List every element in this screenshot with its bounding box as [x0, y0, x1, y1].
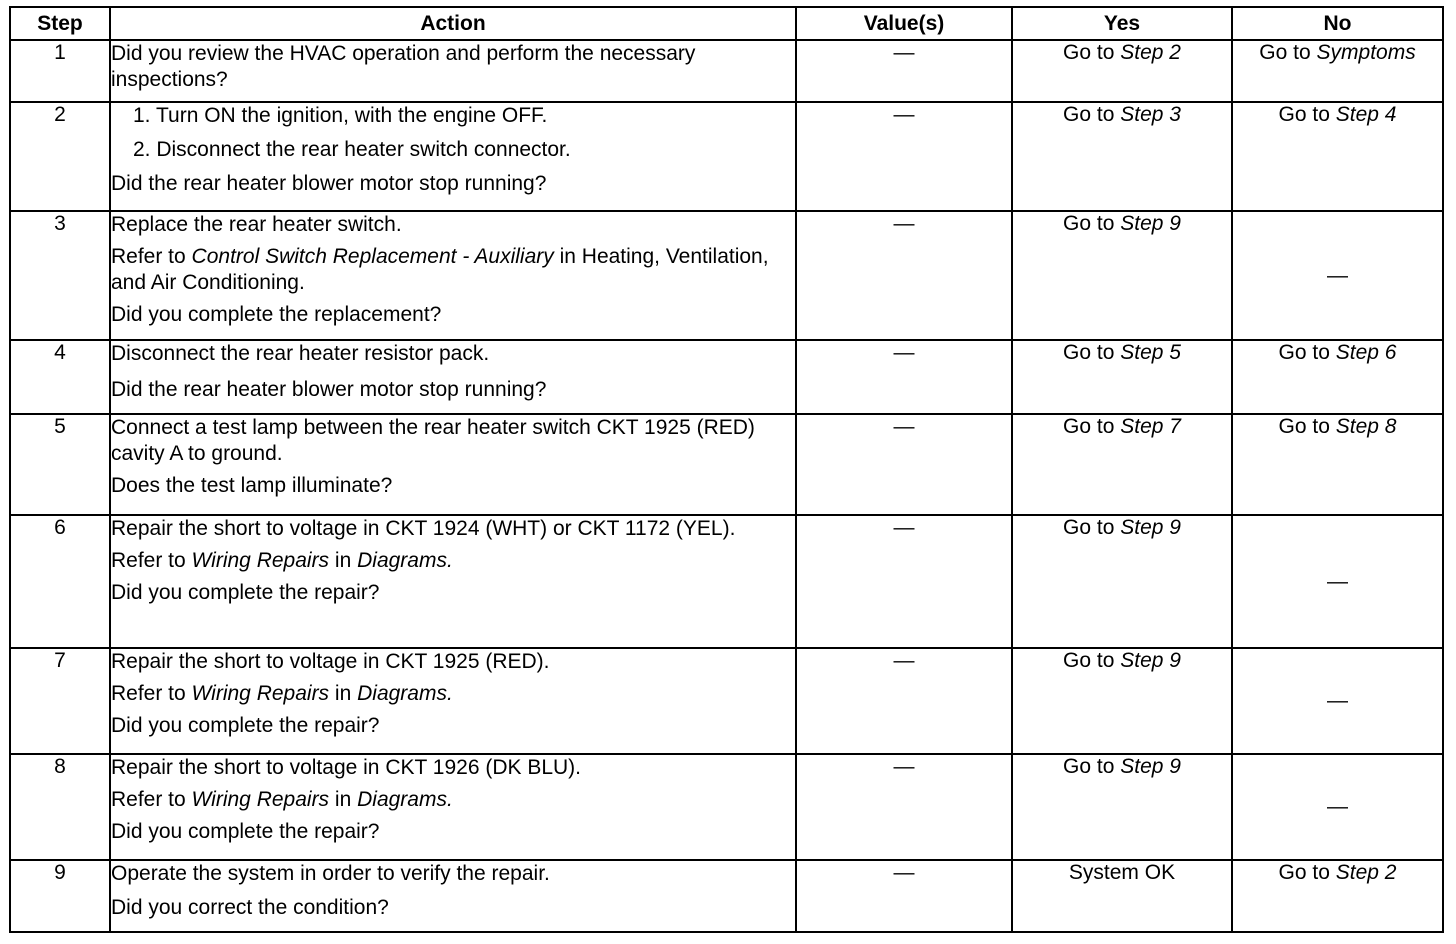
- step-number: 2: [10, 102, 110, 211]
- action-text: Connect a test lamp between the rear heater switch CKT 1925 (RED) cavity A to ground.: [111, 416, 755, 465]
- yes-link[interactable]: Step 9: [1120, 516, 1181, 539]
- action-text: Repair the short to voltage in CKT 1925 (RED).: [111, 650, 550, 673]
- action-question: Did you complete the repair?: [111, 581, 380, 604]
- no-prefix: Go to: [1278, 415, 1330, 438]
- action-question: Does the test lamp illuminate?: [111, 474, 393, 497]
- no-prefix: Go to: [1278, 103, 1330, 126]
- ref-link-2[interactable]: Diagrams.: [357, 682, 453, 705]
- ref-prefix: Refer to: [111, 245, 186, 268]
- action-text: Disconnect the rear heater resistor pack.: [111, 342, 490, 365]
- action-reference: [111, 681, 795, 707]
- step-number: 7: [10, 648, 110, 754]
- no-link[interactable]: Symptoms: [1316, 41, 1416, 64]
- action-list-item: 1. Turn ON the ignition, with the engine OFF.: [133, 104, 548, 127]
- no-cell: —: [1232, 211, 1443, 340]
- yes-prefix: Go to: [1063, 103, 1115, 126]
- ref-mid: in: [334, 549, 352, 572]
- action-cell: [110, 102, 796, 211]
- table-row: [10, 860, 1443, 932]
- no-prefix: Go to: [1259, 41, 1311, 64]
- yes-cell[interactable]: [1012, 211, 1232, 340]
- step-number: 8: [10, 754, 110, 860]
- ref-prefix: Refer to: [111, 549, 186, 572]
- ref-link[interactable]: Wiring Repairs: [191, 788, 330, 811]
- diagnostic-table: [9, 6, 1444, 933]
- no-cell[interactable]: [1232, 340, 1443, 414]
- no-link[interactable]: Step 8: [1335, 415, 1397, 438]
- no-cell[interactable]: [1232, 860, 1443, 932]
- ref-link[interactable]: Wiring Repairs: [191, 682, 330, 705]
- action-reference: [111, 548, 795, 574]
- no-cell[interactable]: [1232, 40, 1443, 102]
- ref-suffix: in Heating, Ventilation, and Air Conditioning.: [111, 245, 769, 294]
- yes-cell[interactable]: [1012, 754, 1232, 860]
- action-cell: [110, 860, 796, 932]
- value-cell: —: [796, 515, 1012, 648]
- no-prefix: Go to: [1278, 861, 1330, 884]
- action-question: Did the rear heater blower motor stop running?: [111, 172, 547, 195]
- no-cell: —: [1232, 515, 1443, 648]
- no-link[interactable]: Step 6: [1335, 341, 1397, 364]
- table-row: [10, 648, 1443, 754]
- yes-cell[interactable]: [1012, 414, 1232, 515]
- yes-prefix: Go to: [1063, 516, 1115, 539]
- action-question: Did the rear heater blower motor stop running?: [111, 378, 547, 401]
- no-cell[interactable]: [1232, 102, 1443, 211]
- ref-mid: in: [334, 788, 352, 811]
- ref-mid: in: [334, 682, 352, 705]
- table-row: [10, 515, 1443, 648]
- yes-link[interactable]: Step 5: [1120, 341, 1181, 364]
- value-cell: —: [796, 211, 1012, 340]
- value-cell: —: [796, 340, 1012, 414]
- no-prefix: Go to: [1278, 341, 1330, 364]
- header-values: Value(s): [796, 7, 1012, 40]
- action-question: Did you complete the repair?: [111, 714, 380, 737]
- table-row: [10, 102, 1443, 211]
- table-row: [10, 211, 1443, 340]
- action-reference: [111, 787, 795, 813]
- no-cell[interactable]: [1232, 414, 1443, 515]
- action-cell: [110, 414, 796, 515]
- value-cell: —: [796, 414, 1012, 515]
- action-cell: [110, 211, 796, 340]
- action-text: Replace the rear heater switch.: [111, 213, 402, 236]
- action-text: Operate the system in order to verify the repair.: [111, 862, 550, 885]
- header-step: Step: [10, 7, 110, 40]
- step-number: 3: [10, 211, 110, 340]
- step-number: 6: [10, 515, 110, 648]
- action-cell: [110, 515, 796, 648]
- no-cell: —: [1232, 754, 1443, 860]
- action-text: Did you review the HVAC operation and perform the necessary inspections?: [111, 42, 696, 91]
- header-row: [10, 7, 1443, 40]
- action-cell: [110, 754, 796, 860]
- ref-link[interactable]: Control Switch Replacement - Auxiliary: [191, 245, 554, 268]
- value-cell: —: [796, 40, 1012, 102]
- yes-cell[interactable]: [1012, 648, 1232, 754]
- yes-prefix: Go to: [1063, 212, 1115, 235]
- action-reference: [111, 244, 795, 296]
- yes-link[interactable]: Step 2: [1120, 41, 1181, 64]
- yes-cell[interactable]: [1012, 340, 1232, 414]
- action-cell: [110, 40, 796, 102]
- action-text: Repair the short to voltage in CKT 1926 (DK BLU).: [111, 756, 582, 779]
- table-row: [10, 40, 1443, 102]
- action-question: Did you complete the repair?: [111, 820, 380, 843]
- step-number: 9: [10, 860, 110, 932]
- yes-link[interactable]: Step 3: [1120, 103, 1181, 126]
- yes-link[interactable]: Step 9: [1120, 755, 1181, 778]
- step-number: 5: [10, 414, 110, 515]
- value-cell: —: [796, 648, 1012, 754]
- ref-link[interactable]: Wiring Repairs: [191, 549, 330, 572]
- yes-prefix: Go to: [1063, 415, 1115, 438]
- yes-cell[interactable]: [1012, 102, 1232, 211]
- header-action: Action: [110, 7, 796, 40]
- no-link[interactable]: Step 2: [1335, 861, 1397, 884]
- yes-prefix: Go to: [1063, 755, 1115, 778]
- table-row: [10, 754, 1443, 860]
- table-row: [10, 340, 1443, 414]
- yes-link[interactable]: Step 9: [1120, 212, 1181, 235]
- no-link[interactable]: Step 4: [1335, 103, 1397, 126]
- action-question: Did you complete the replacement?: [111, 303, 442, 326]
- table-row: [10, 414, 1443, 515]
- step-number: 1: [10, 40, 110, 102]
- step-number: 4: [10, 340, 110, 414]
- ref-prefix: Refer to: [111, 682, 186, 705]
- action-cell: [110, 648, 796, 754]
- value-cell: —: [796, 860, 1012, 932]
- header-yes: Yes: [1012, 7, 1232, 40]
- yes-cell[interactable]: [1012, 40, 1232, 102]
- action-cell: [110, 340, 796, 414]
- ref-link-2[interactable]: Diagrams.: [357, 788, 453, 811]
- action-text: Repair the short to voltage in CKT 1924 (WHT) or CKT 1172 (YEL).: [111, 517, 736, 540]
- value-cell: —: [796, 754, 1012, 860]
- yes-prefix: Go to: [1063, 649, 1115, 672]
- action-question: Did you correct the condition?: [111, 896, 389, 919]
- action-list-item: 2. Disconnect the rear heater switch connector.: [133, 138, 571, 161]
- yes-prefix: Go to: [1063, 41, 1115, 64]
- yes-cell: System OK: [1012, 860, 1232, 932]
- yes-link[interactable]: Step 7: [1120, 415, 1181, 438]
- yes-prefix: Go to: [1063, 341, 1115, 364]
- ref-link-2[interactable]: Diagrams.: [357, 549, 453, 572]
- header-no: No: [1232, 7, 1443, 40]
- yes-link[interactable]: Step 9: [1120, 649, 1181, 672]
- value-cell: —: [796, 102, 1012, 211]
- ref-prefix: Refer to: [111, 788, 186, 811]
- yes-cell[interactable]: [1012, 515, 1232, 648]
- no-cell: —: [1232, 648, 1443, 754]
